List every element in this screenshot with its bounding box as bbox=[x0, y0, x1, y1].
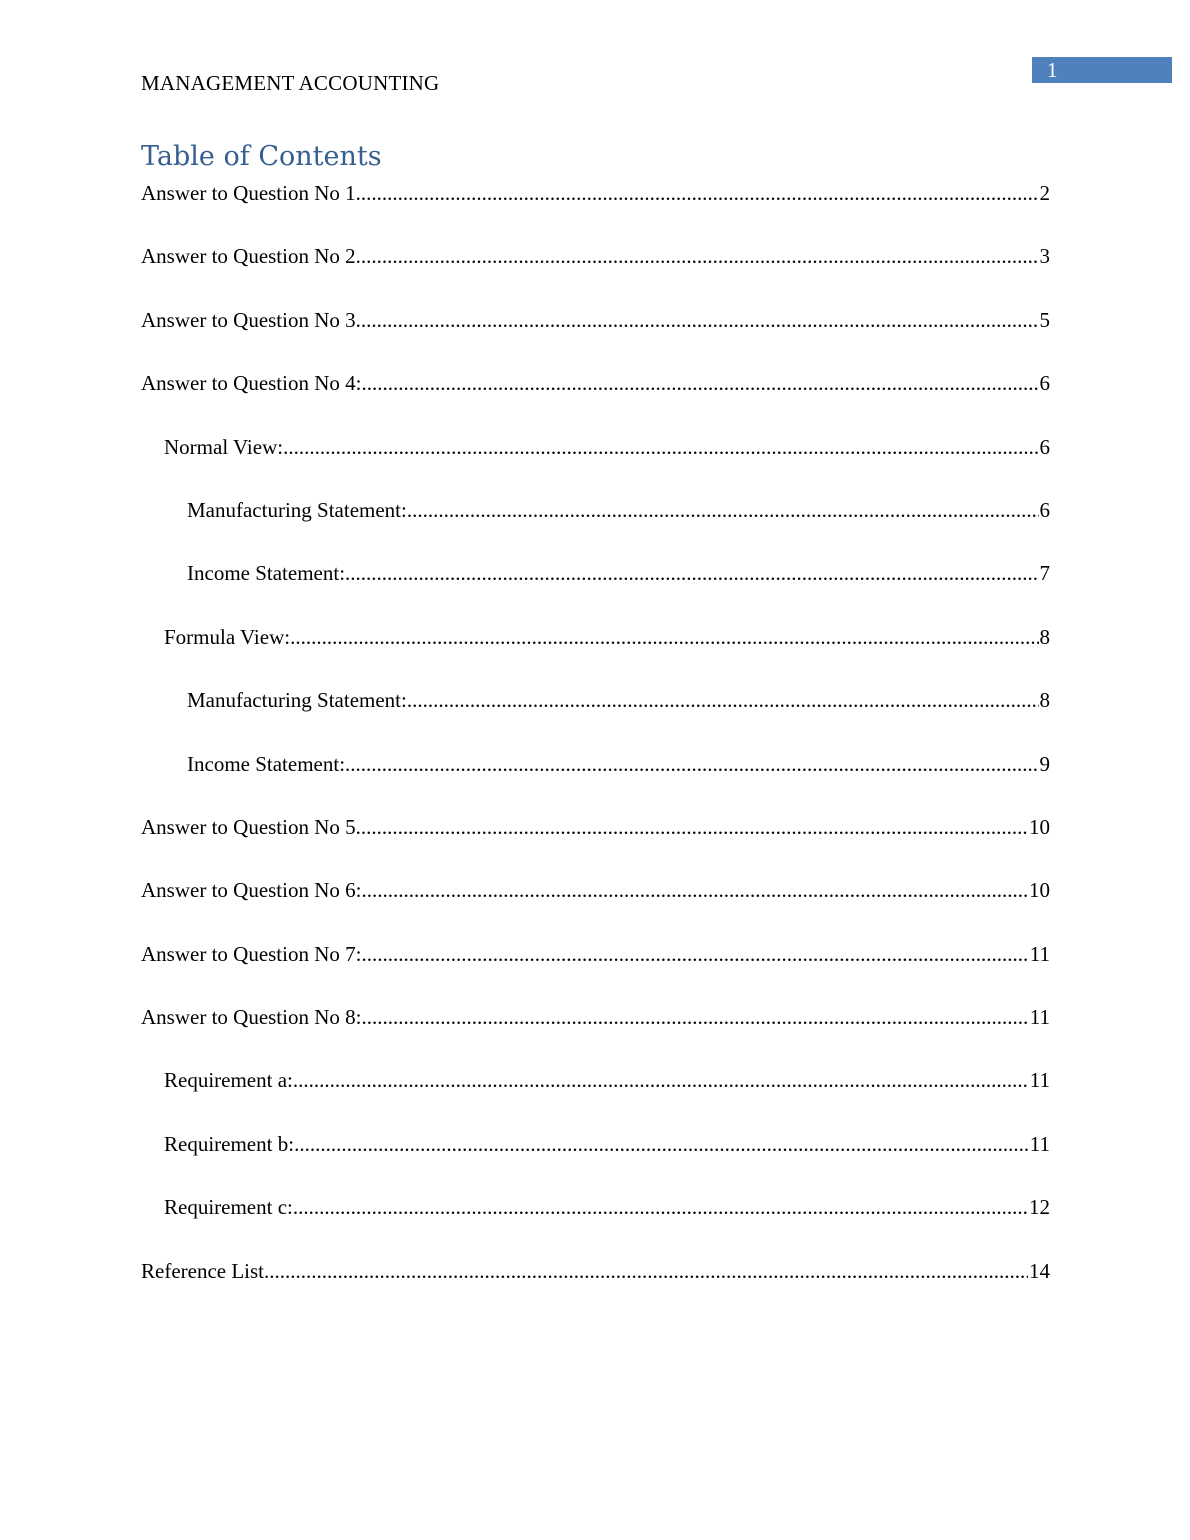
toc-entry-page: 11 bbox=[1029, 1005, 1050, 1030]
toc-entry-label: Answer to Question No 8: bbox=[141, 1005, 362, 1030]
toc-entry-page: 11 bbox=[1029, 1131, 1050, 1156]
toc-entry-page: 12 bbox=[1029, 1195, 1050, 1220]
toc-entry-page: 10 bbox=[1029, 878, 1050, 903]
dot-leader bbox=[293, 1192, 1028, 1222]
dot-leader bbox=[345, 558, 1038, 588]
toc-entry-page: 6 bbox=[1039, 434, 1050, 459]
toc-entry-label: Income Statement: bbox=[187, 561, 346, 586]
toc-entry-label: Formula View: bbox=[164, 624, 291, 649]
dot-leader bbox=[290, 622, 1038, 652]
dot-leader bbox=[361, 939, 1028, 969]
toc-entry-manufacturing-statement[interactable] bbox=[141, 685, 1050, 748]
dot-leader bbox=[283, 432, 1038, 462]
toc-entry-question-1[interactable] bbox=[141, 178, 1050, 241]
toc-entry-label: Answer to Question No 5 bbox=[141, 814, 356, 839]
toc-entry-label: Requirement c: bbox=[164, 1195, 293, 1220]
dot-leader bbox=[356, 241, 1039, 271]
dot-leader bbox=[407, 495, 1039, 525]
toc-entry-label: Income Statement: bbox=[187, 751, 346, 776]
toc-entry-page: 8 bbox=[1039, 688, 1050, 713]
toc-entry-label: Manufacturing Statement: bbox=[187, 688, 407, 713]
toc-entry-label: Answer to Question No 7: bbox=[141, 941, 362, 966]
toc-entry-question-4[interactable] bbox=[141, 368, 1050, 431]
toc-entry-label: Answer to Question No 6: bbox=[141, 878, 362, 903]
page-number: 1 bbox=[1047, 58, 1058, 82]
toc-entry-question-2[interactable] bbox=[141, 241, 1050, 304]
toc-entry-question-3[interactable] bbox=[141, 305, 1050, 368]
dot-leader bbox=[294, 1129, 1029, 1159]
dot-leader bbox=[264, 1256, 1028, 1286]
toc-entry-page: 2 bbox=[1039, 181, 1050, 205]
toc-entry-page: 11 bbox=[1029, 941, 1050, 966]
toc-entry-label: Reference List bbox=[141, 1258, 265, 1283]
toc-entry-page: 3 bbox=[1039, 244, 1050, 269]
toc-entry-question-8[interactable] bbox=[141, 1002, 1050, 1065]
toc-entry-page: 6 bbox=[1039, 371, 1050, 396]
dot-leader bbox=[361, 875, 1028, 905]
toc-entry-requirement-a[interactable] bbox=[141, 1065, 1050, 1128]
toc-entry-requirement-b[interactable] bbox=[141, 1129, 1050, 1192]
toc-entry-label: Manufacturing Statement: bbox=[187, 497, 407, 522]
toc-entry-question-5[interactable] bbox=[141, 812, 1050, 875]
toc-entry-question-6[interactable] bbox=[141, 875, 1050, 938]
toc-entry-formula-view[interactable] bbox=[141, 622, 1050, 685]
toc-entry-normal-view[interactable] bbox=[141, 432, 1050, 495]
table-of-contents bbox=[141, 178, 1050, 1319]
toc-entry-income-statement[interactable] bbox=[141, 558, 1050, 621]
toc-entry-page: 5 bbox=[1039, 307, 1050, 332]
toc-entry-label: Answer to Question No 4: bbox=[141, 371, 362, 396]
toc-entry-page: 9 bbox=[1039, 751, 1050, 776]
toc-heading: Table of Contents bbox=[141, 141, 382, 172]
toc-entry-page: 14 bbox=[1029, 1258, 1050, 1283]
toc-entry-income-statement[interactable] bbox=[141, 749, 1050, 812]
toc-entry-manufacturing-statement[interactable] bbox=[141, 495, 1050, 558]
dot-leader bbox=[356, 305, 1039, 335]
toc-entry-label: Answer to Question No 2 bbox=[141, 244, 356, 269]
toc-entry-page: 10 bbox=[1029, 814, 1050, 839]
toc-entry-page: 8 bbox=[1039, 624, 1050, 649]
page-number-badge bbox=[1032, 57, 1172, 83]
toc-entry-requirement-c[interactable] bbox=[141, 1192, 1050, 1255]
dot-leader bbox=[361, 1002, 1028, 1032]
dot-leader bbox=[293, 1065, 1029, 1095]
toc-entry-label: Normal View: bbox=[164, 434, 284, 459]
toc-entry-label: Requirement b: bbox=[164, 1131, 295, 1156]
dot-leader bbox=[361, 368, 1038, 398]
running-header-title: MANAGEMENT ACCOUNTING bbox=[141, 71, 440, 95]
dot-leader bbox=[407, 685, 1039, 715]
toc-entry-reference-list[interactable] bbox=[141, 1256, 1050, 1319]
toc-entry-label: Requirement a: bbox=[164, 1068, 293, 1093]
toc-entry-page: 7 bbox=[1039, 561, 1050, 586]
dot-leader bbox=[356, 812, 1028, 842]
toc-entry-label: Answer to Question No 3 bbox=[141, 307, 356, 332]
toc-entry-question-7[interactable] bbox=[141, 939, 1050, 1002]
dot-leader bbox=[356, 178, 1039, 208]
toc-entry-label: Answer to Question No 1 bbox=[141, 181, 356, 205]
dot-leader bbox=[345, 749, 1038, 779]
toc-entry-page: 11 bbox=[1029, 1068, 1050, 1093]
toc-entry-page: 6 bbox=[1039, 497, 1050, 522]
